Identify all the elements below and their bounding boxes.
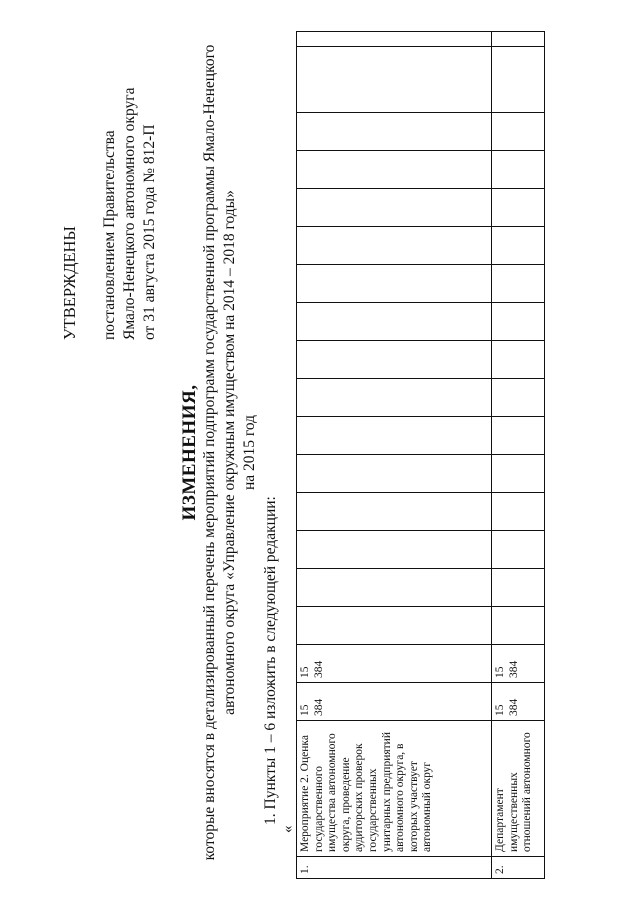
empty-cell [297, 227, 492, 265]
empty-cell [492, 113, 545, 151]
empty-cell [297, 569, 492, 607]
empty-cell [492, 417, 545, 455]
measure-name: Мероприятие 2. Оценка государственного имущества автономного округа, проведение аудиторских проверок государственных унитарных предприятий автономного округа, в которых участвует автономный округ [297, 721, 492, 857]
empty-cell [297, 531, 492, 569]
empty-cell [492, 265, 545, 303]
table-row [297, 32, 492, 879]
row-number: 2. [492, 857, 545, 879]
empty-cell [297, 379, 492, 417]
approval-line: постановлением Правительства [101, 130, 118, 340]
table-row [492, 32, 545, 879]
intro-paragraph: 1. Пункты 1 – 6 изложить в следующей редакции: [262, 496, 279, 825]
document-heading [180, 0, 260, 905]
value-cell: 15 384 [297, 683, 492, 721]
empty-cell [297, 189, 492, 227]
row-number: 1. [297, 857, 492, 879]
approval-line: Ямало-Ненецкого автономного округа [121, 87, 138, 340]
empty-cell [492, 569, 545, 607]
empty-cell [297, 32, 492, 47]
empty-cell [492, 379, 545, 417]
empty-cell [297, 303, 492, 341]
measures-table [296, 31, 545, 879]
empty-cell [492, 455, 545, 493]
approval-title: УТВЕРЖДЕНЫ [60, 226, 79, 340]
measure-name: Департамент имущественных отношений автономного [492, 721, 545, 857]
heading-title: ИЗМЕНЕНИЯ, [179, 384, 200, 521]
approval-stamp [60, 10, 160, 340]
quote-mark: « [280, 825, 296, 833]
empty-cell [492, 227, 545, 265]
empty-cell [492, 341, 545, 379]
heading-line: автономного округа «Управление окружным имуществом на 2014 – 2018 годы» [221, 190, 238, 715]
empty-cell [492, 303, 545, 341]
empty-cell [297, 151, 492, 189]
empty-cell [492, 189, 545, 227]
empty-cell [297, 47, 492, 113]
empty-cell [297, 455, 492, 493]
empty-cell [297, 265, 492, 303]
value-cell: 15 384 [297, 645, 492, 683]
empty-cell [492, 47, 545, 113]
empty-cell [492, 32, 545, 47]
empty-cell [492, 493, 545, 531]
value-cell: 15 384 [492, 683, 545, 721]
empty-cell [492, 607, 545, 645]
heading-line: которые вносятся в детализированный перечень мероприятий подпрограмм государственной программы Ямало-Ненецкого [201, 44, 218, 861]
value-cell: 15 384 [492, 645, 545, 683]
empty-cell [492, 531, 545, 569]
empty-cell [297, 113, 492, 151]
empty-cell [297, 493, 492, 531]
approval-line: от 31 августа 2015 года № 812-П [141, 124, 158, 340]
empty-cell [297, 417, 492, 455]
empty-cell [297, 341, 492, 379]
empty-cell [492, 151, 545, 189]
empty-cell [297, 607, 492, 645]
heading-line: на 2015 год [241, 414, 258, 491]
